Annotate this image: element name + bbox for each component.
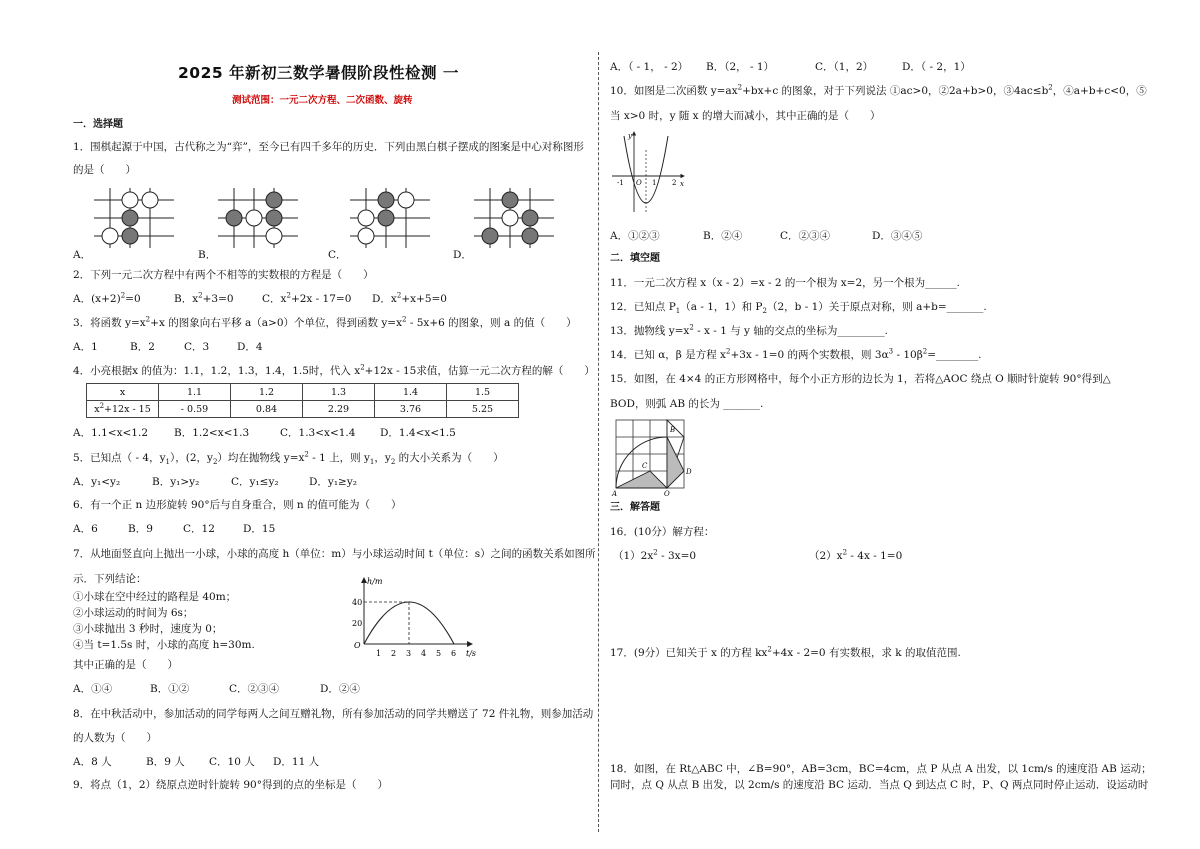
section-solve: 三．解答题 — [610, 502, 660, 513]
q18-stem-line2: 同时，点 Q 从点 B 出发，以 2cm/s 的速度沿 BC 运动．当点 Q 到达点 C 时，P、Q 两点同时停止运动．设运动时 — [610, 779, 1149, 791]
parabola-curve — [624, 136, 668, 203]
q1-option-d[interactable]: D． — [453, 249, 472, 261]
q11-stem: 11．一元二次方程 x（x - 2）=x - 2 的一个根为 x=2，另一个根为______. — [610, 277, 960, 289]
q10-option-b[interactable]: B．②④ — [703, 230, 743, 242]
q10-option-c[interactable]: C．②③④ — [780, 230, 831, 242]
q2-option-b[interactable]: B．$x^2+3=0$ — [174, 291, 234, 305]
q9-option-b[interactable]: B．（2， - 1） — [706, 61, 775, 73]
q10-stem-line2: 当 x>0 时，y 随 x 的增大而减小，其中正确的是（ ） — [610, 110, 881, 122]
q1-option-c[interactable]: C． — [328, 249, 347, 261]
x-tick-label: 4 — [421, 649, 427, 658]
x-tick-label: 2 — [391, 649, 397, 658]
q4-stem: 4．小亮根据x 的值为：1.1，1.2，1.3，1.4，1.5时，代入 $x^2+12x - 15$求值，估算一元二次方程的解（ ） — [73, 363, 595, 377]
q7-height-time-graph — [348, 576, 478, 662]
q9-option-d[interactable]: D．（ - 2，1） — [902, 61, 971, 73]
q2-option-d[interactable]: D．$x^2+x+5=0$ — [372, 291, 447, 305]
q3-option-c[interactable]: C．3 — [184, 341, 210, 353]
table-cell: 5.25 — [447, 401, 519, 418]
point-label: O — [664, 490, 670, 498]
column-divider — [598, 52, 599, 832]
q5-option-b[interactable]: B．y₁>y₂ — [152, 476, 200, 488]
q16-part1: $(1)2x^2 - 3x=0$ — [613, 548, 697, 562]
q15-stem-line2: BOD，则弧 AB 的长为 _______. — [610, 398, 764, 410]
q7-claim-3: ③小球抛出 3 秒时，速度为 0； — [73, 623, 223, 635]
x-tick-label: 1 — [652, 179, 657, 187]
x-axis-label: t/s — [466, 649, 477, 658]
x-tick-label: -1 — [617, 179, 624, 187]
table-cell: 1.1 — [159, 384, 231, 401]
q10-stem-line1: 10．如图是二次函数 $y=ax^2+bx+c$ 的图象，对于下列说法 ①ac>0，②2a+b>0，$③4ac\le b^2$，④a+b+c<0，⑤ — [610, 83, 1147, 97]
q8-option-d[interactable]: D．11 人 — [273, 756, 320, 768]
q14-stem: 14．已知 α，β 是方程 $x^2+3x - 1=0$ 的两个实数根，则 $3\alpha^3$ - $10\beta^2=\_\_\_\_\_\_\_\_$. — [610, 347, 982, 361]
q10-option-d[interactable]: D．③④⑤ — [872, 230, 923, 242]
q15-stem-line1: 15．如图，在 4×4 的正方形网格中，每个小正方形的边长为 1，若将△AOC 绕点 O 顺时针旋转 90°得到△ — [610, 373, 1111, 385]
q4-value-table — [86, 383, 519, 418]
q8-option-c[interactable]: C．10 人 — [209, 756, 255, 768]
q2-stem: 2．下列一元二次方程中有两个不相等的实数根的方程是（ ） — [73, 269, 374, 281]
point-label: C — [642, 462, 648, 470]
point-label: D — [686, 468, 692, 476]
table-row — [87, 401, 519, 418]
q4-option-b[interactable]: B．1.2<x<1.3 — [174, 427, 250, 439]
point-label: B — [670, 426, 676, 434]
q8-option-b[interactable]: B．9 人 — [146, 756, 185, 768]
q5-option-c[interactable]: C．y₁≤y₂ — [231, 476, 279, 488]
q18-stem-line1: 18．如图，在 Rt△ABC 中，∠B=90°，AB=3cm，BC=4cm，点 P 从点 A 出发，以 1cm/s 的速度沿 AB 运动； — [610, 763, 1152, 775]
q12-stem: 12．已知点 $P_1(a - 1$，1）和 $P_2(2$，b - 1）关于原点对称，则 a+b=_______. — [610, 301, 987, 316]
q1-option-b-figure — [212, 184, 302, 252]
q7-question: 其中正确的是（ ） — [73, 659, 178, 671]
q1-option-d-figure — [468, 184, 558, 252]
y-axis-label: h/m — [367, 577, 383, 586]
q6-option-c[interactable]: C．12 — [183, 523, 215, 535]
q4-option-a[interactable]: A．1.1<x<1.2 — [73, 427, 148, 439]
section-choice: 一．选择题 — [73, 119, 123, 130]
page-title: 2025 年新初三数学暑假阶段性检测 一 — [178, 64, 459, 82]
page-subtitle: 测试范围：一元二次方程、二次函数、旋转 — [232, 95, 413, 106]
origin-label: O — [354, 641, 361, 650]
table-cell: - 0.59 — [159, 401, 231, 418]
q1-option-b[interactable]: B． — [198, 249, 217, 261]
q7-claim-1: ①小球在空中经过的路程是 40m； — [73, 591, 237, 603]
q6-stem: 6．有一个正 n 边形旋转 90°后与自身重合，则 n 的值可能为（ ） — [73, 499, 402, 511]
q7-stem-line1: 7．从地面竖直向上抛出一小球，小球的高度 h（单位：m）与小球运动时间 t（单位：s）之间的函数关系如图所 — [73, 548, 596, 560]
q6-option-d[interactable]: D．15 — [243, 523, 276, 535]
table-cell: 1.5 — [447, 384, 519, 401]
q7-option-d[interactable]: D．②④ — [320, 683, 360, 695]
q7-option-a[interactable]: A．①④ — [73, 683, 113, 695]
q2-option-a[interactable]: A．$(x+2)^2=0$ — [73, 291, 141, 305]
q7-option-c[interactable]: C．②③④ — [229, 683, 280, 695]
q3-option-a[interactable]: A．1 — [73, 341, 98, 353]
y-tick-label: 40 — [352, 598, 363, 607]
section-fill-blank: 二．填空题 — [610, 253, 660, 264]
table-cell: 0.84 — [231, 401, 303, 418]
table-cell: 2.29 — [303, 401, 375, 418]
q16-stem: 16．(10分）解方程： — [610, 526, 715, 538]
x-tick-label: 5 — [436, 649, 442, 658]
table-cell: 1.4 — [375, 384, 447, 401]
table-cell: $x^2+12x - 15$ — [87, 401, 159, 418]
q4-option-d[interactable]: D．1.4<x<1.5 — [380, 427, 456, 439]
q10-parabola-graph — [610, 130, 690, 216]
q1-option-a-figure — [88, 184, 178, 252]
q13-stem: 13．抛物线 $y=x^2 - x - 1$ 与 y 轴的交点的坐标为_________. — [610, 323, 888, 337]
q9-option-a[interactable]: A．（ - 1， - 2） — [610, 61, 689, 73]
q1-option-a[interactable]: A． — [73, 249, 92, 261]
q8-option-a[interactable]: A．8 人 — [73, 756, 112, 768]
table-row — [87, 384, 519, 401]
q1-stem-line2: 的是（ ） — [73, 164, 136, 176]
q9-stem: 9．将点（1，2）绕原点逆时针旋转 90°得到的点的坐标是（ ） — [73, 779, 388, 791]
table-cell: x — [87, 384, 159, 401]
q4-option-c[interactable]: C．1.3<x<1.4 — [280, 427, 356, 439]
point-label: A — [612, 490, 618, 498]
q1-option-c-figure — [344, 184, 434, 252]
q8-stem-line1: 8．在中秋活动中，参加活动的同学每两人之间互赠礼物，所有参加活动的同学共赠送了 72 件礼物，则参加活动 — [73, 708, 594, 720]
q7-claim-4: ④当 t=1.5s 时，小球的高度 h=30m. — [73, 639, 255, 651]
q3-stem: 3．将函数 $y=x^2+x$ 的图象向右平移 a（a>0）个单位，得到函数 $y=x^2 - 5x+6$ 的图象，则 a 的值（ ） — [73, 315, 577, 329]
q6-option-a[interactable]: A．6 — [73, 523, 98, 535]
x-tick-label: 3 — [406, 649, 412, 658]
q2-option-c[interactable]: C．$x^2+2x - 17=0$ — [262, 291, 352, 305]
q3-option-b[interactable]: B．2 — [130, 341, 155, 353]
q7-claim-2: ②小球运动的时间为 6s； — [73, 607, 194, 619]
q6-option-b[interactable]: B．9 — [128, 523, 153, 535]
x-tick-label: 6 — [451, 649, 457, 658]
q1-stem-line1: 1．围棋起源于中国，古代称之为“弈”，至今已有四千多年的历史．下列由黑白棋子摆成的图案是中心对称图形 — [73, 141, 584, 153]
table-cell: 1.2 — [231, 384, 303, 401]
q5-option-d[interactable]: D．y₁≥y₂ — [309, 476, 357, 488]
x-tick-label: 2 — [672, 179, 677, 187]
y-tick-label: 20 — [352, 619, 363, 628]
q15-grid-figure — [612, 418, 698, 498]
q16-part2: $(2)x^2 - 4x - 1=0$ — [809, 548, 903, 562]
origin-label: O — [636, 179, 642, 187]
q5-stem: 5．已知点（ - 4，$y_1$），(2，$y_2$）均在抛物线 $y=x^2 - 1$ 上，则 $y_1$，$y_2$ 的大小关系为（ ） — [73, 450, 504, 467]
x-axis-label: x — [680, 180, 684, 188]
q7-stem-line2: 示．下列结论： — [73, 573, 147, 585]
q8-stem-line2: 的人数为（ ） — [73, 732, 157, 744]
y-axis-label: y — [628, 132, 632, 140]
q10-option-a[interactable]: A．①②③ — [610, 230, 660, 242]
x-tick-label: 1 — [376, 649, 382, 658]
table-cell: 1.3 — [303, 384, 375, 401]
q9-option-c[interactable]: C．（1，2） — [815, 61, 874, 73]
q5-option-a[interactable]: A．y₁<y₂ — [73, 476, 121, 488]
q3-option-d[interactable]: D．4 — [237, 341, 263, 353]
q7-option-b[interactable]: B．①② — [150, 683, 190, 695]
table-cell: 3.76 — [375, 401, 447, 418]
q17-stem: 17．(9分）已知关于 x 的方程 $kx^2+4x - 2=0$ 有实数根，求 k 的取值范围. — [610, 645, 961, 659]
